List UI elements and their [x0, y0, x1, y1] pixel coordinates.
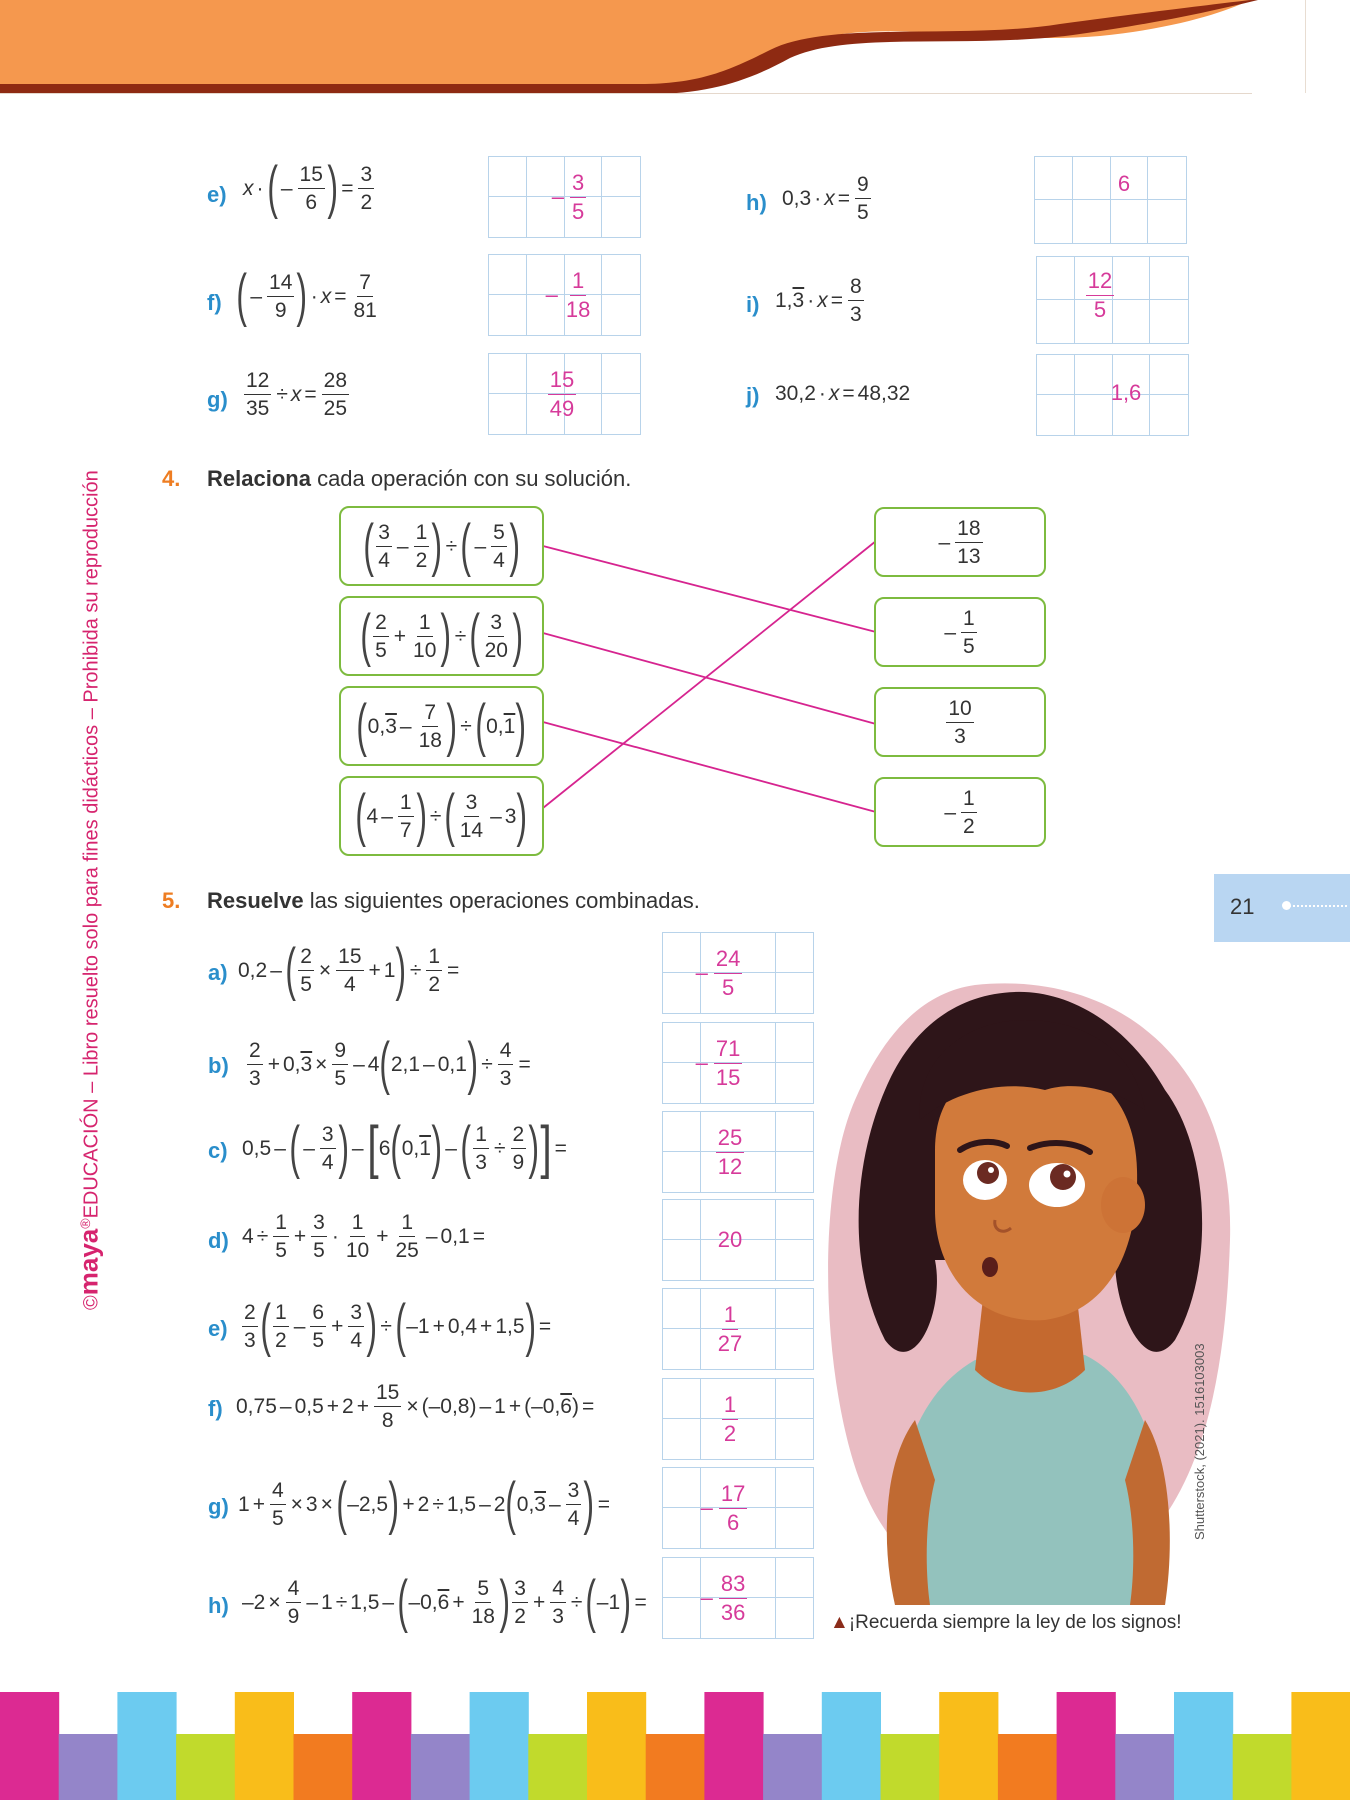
ex3-j-answer: 1,6 — [1110, 380, 1142, 405]
page-number: 21 — [1230, 894, 1255, 919]
ex3-e-answer: – 3 5 — [551, 169, 585, 224]
ex4-solution-4: – 1 2 — [874, 777, 1046, 847]
ex4-solution-3: 10 3 — [874, 687, 1046, 757]
ex5-a-expression: 0,2 – ( $\frac{2}{5}$ × $\frac{15}{4}$ + 1 ) ÷ $\frac{1}{2}$ = — [238, 937, 460, 1002]
footer-stripe — [763, 1734, 822, 1800]
footer-stripe — [1115, 1734, 1174, 1800]
ex4-operation-2: ( 2 5 + $\frac{1}{10}$ ) ÷ ( 3 20 ) — [339, 596, 544, 676]
ex3-i-answer: 12 5 — [1087, 267, 1113, 322]
ex5-title: Resuelve las siguientes operaciones combinadas. — [207, 888, 700, 913]
ex4-operation-3: ( 0,3 – 7 18 ) ÷ ( 0,1 ) — [339, 686, 544, 766]
ex5-g-label: g) — [208, 1494, 229, 1519]
ex5-b-answer: – 71 15 — [695, 1035, 741, 1090]
ex3-g-answer: 15 49 — [549, 366, 575, 421]
ex5-c-label: c) — [208, 1138, 228, 1163]
ex5-f-label: f) — [208, 1396, 223, 1421]
ex5-b-label: b) — [208, 1053, 229, 1078]
ex3-f-answer: – 1 18 — [545, 267, 591, 322]
ex5-e-expression: 2 3 ( 1 2 – 6 5 + $\frac{3}{4}$ ) ÷ ( –1 + 0,4 + 1,5 ) = — [244, 1293, 552, 1358]
footer-stripe — [176, 1734, 235, 1800]
footer-stripe — [998, 1734, 1057, 1800]
footer-stripe — [470, 1692, 529, 1800]
ex5-d-answer: 20 — [717, 1227, 743, 1252]
ex5-a-label: a) — [208, 960, 228, 985]
footer-stripe — [1057, 1692, 1116, 1800]
footer-stripe — [587, 1692, 646, 1800]
footer-stripe — [235, 1692, 294, 1800]
image-credit: Shutterstock, (2021). 1516103003 — [1192, 1343, 1207, 1540]
ex3-j-label: j) — [746, 383, 760, 408]
ex3-e-label: e) — [207, 182, 227, 207]
ex3-e-equation: x · ( – 15 6 ) = $\frac{3}{2}$ — [243, 155, 373, 220]
footer-stripe — [0, 1692, 59, 1800]
footer-color-stripes — [0, 1692, 1350, 1800]
ex5-h-answer: – 83 36 — [700, 1570, 746, 1625]
ex5-g-answer: – 17 6 — [700, 1480, 746, 1535]
illustration-caption: ▲¡Recuerda siempre la ley de los signos! — [830, 1612, 1182, 1633]
ex4-solution-2: – 1 5 — [874, 597, 1046, 667]
match-line-1 — [543, 546, 876, 632]
ex5-e-answer: 1 27 — [717, 1301, 743, 1356]
ex5-e-label: e) — [208, 1316, 228, 1341]
footer-stripe — [704, 1692, 763, 1800]
ex5-g-expression: 1 + $\frac{4}{5}$ × 3 × ( –2,5 ) + 2 ÷ 1,5 – 2 ( 0,3 – 3 4 ) = — [238, 1471, 610, 1536]
ex5-h-expression: –2 × $\frac{4}{9}$ – 1 ÷ 1,5 – ( –0,6 + $\frac{5}{18}$ ) 3 2 + $\frac{4}{3}$ ÷ ( –1 ) = — [242, 1569, 647, 1634]
ex5-b-expression: 2 3 + 0,3 × $\frac{9}{5}$ – 4 ( 2,1 – 0,1 ) ÷ $\frac{4}{3}$ = — [249, 1031, 531, 1096]
footer-stripe — [939, 1692, 998, 1800]
ex5-h-label: h) — [208, 1593, 229, 1618]
ex3-h-answer: 6 — [1117, 171, 1131, 196]
ex3-i-equation: 1,3 · x = $\frac{8}{3}$ — [775, 275, 862, 326]
ex5-c-answer: 25 12 — [717, 1124, 743, 1179]
ex5-f-expression: 0,75 – 0,5 + 2 + $\frac{15}{8}$ × (–0,8) – 1 + (–0,6) = — [236, 1381, 595, 1432]
ex5-c-expression: 0,5 – ( – 3 4 ) – [ 6 ( 0,1 ) – ( $\frac{1}{3}$ ÷ $\frac{2}{9}$ ) ] = — [242, 1115, 567, 1180]
footer-stripe — [646, 1734, 705, 1800]
ex4-operation-1: ( 3 4 – 1 2 ) ÷ ( – 5 4 ) — [339, 506, 544, 586]
ex3-i-label: i) — [746, 292, 760, 317]
ex4-solution-1: – 18 13 — [874, 507, 1046, 577]
ex3-j-equation: 30,2 · x = 48,32 — [775, 382, 911, 405]
footer-stripe — [528, 1734, 587, 1800]
footer-stripe — [1174, 1692, 1233, 1800]
match-line-4 — [543, 541, 876, 808]
ex3-h-label: h) — [746, 190, 767, 215]
copyright-side-text: ©maya®EDUCACIÓN – Libro resuelto solo para fines didácticos – Prohibida su reproducción — [73, 470, 104, 1310]
ex5-a-answer: – 24 5 — [695, 945, 741, 1000]
ex5-number: 5. — [162, 888, 181, 913]
footer-stripe — [881, 1734, 940, 1800]
ex4-number: 4. — [162, 466, 181, 491]
triangle-icon: ▲ — [830, 1612, 849, 1633]
ex5-d-expression: 4 ÷ $\frac{1}{5}$ + $\frac{3}{5}$ · 1 10 + $\frac{1}{25}$ – 0,1 = — [242, 1211, 485, 1262]
footer-stripe — [352, 1692, 411, 1800]
ex3-g-equation: $\frac{12}{35}$ ÷ x = $\frac{28}{25}$ — [246, 369, 348, 420]
tab-dotted-line — [1289, 905, 1347, 910]
ex4-title: Relaciona cada operación con su solución. — [207, 466, 632, 491]
ex3-f-label: f) — [207, 290, 222, 315]
footer-stripe — [1291, 1692, 1350, 1800]
ex5-f-answer: 1 2 — [723, 1391, 737, 1446]
ex3-h-equation: 0,3 · x = $\frac{9}{5}$ — [782, 173, 869, 224]
footer-stripe — [411, 1734, 470, 1800]
footer-stripe — [822, 1692, 881, 1800]
footer-stripe — [59, 1734, 118, 1800]
ex3-f-equation: ( – 14 9 ) · x = $\frac{7}{81}$ — [236, 263, 377, 328]
match-line-2 — [543, 633, 876, 724]
girl-illustration — [825, 980, 1235, 1605]
ex5-d-label: d) — [208, 1228, 229, 1253]
footer-stripe — [294, 1734, 353, 1800]
ex3-g-label: g) — [207, 387, 228, 412]
footer-stripe — [1233, 1734, 1292, 1800]
ex4-operation-4: ( 4 – 1 7 ) ÷ ( 3 14 – 3 ) — [339, 776, 544, 856]
footer-stripe — [117, 1692, 176, 1800]
